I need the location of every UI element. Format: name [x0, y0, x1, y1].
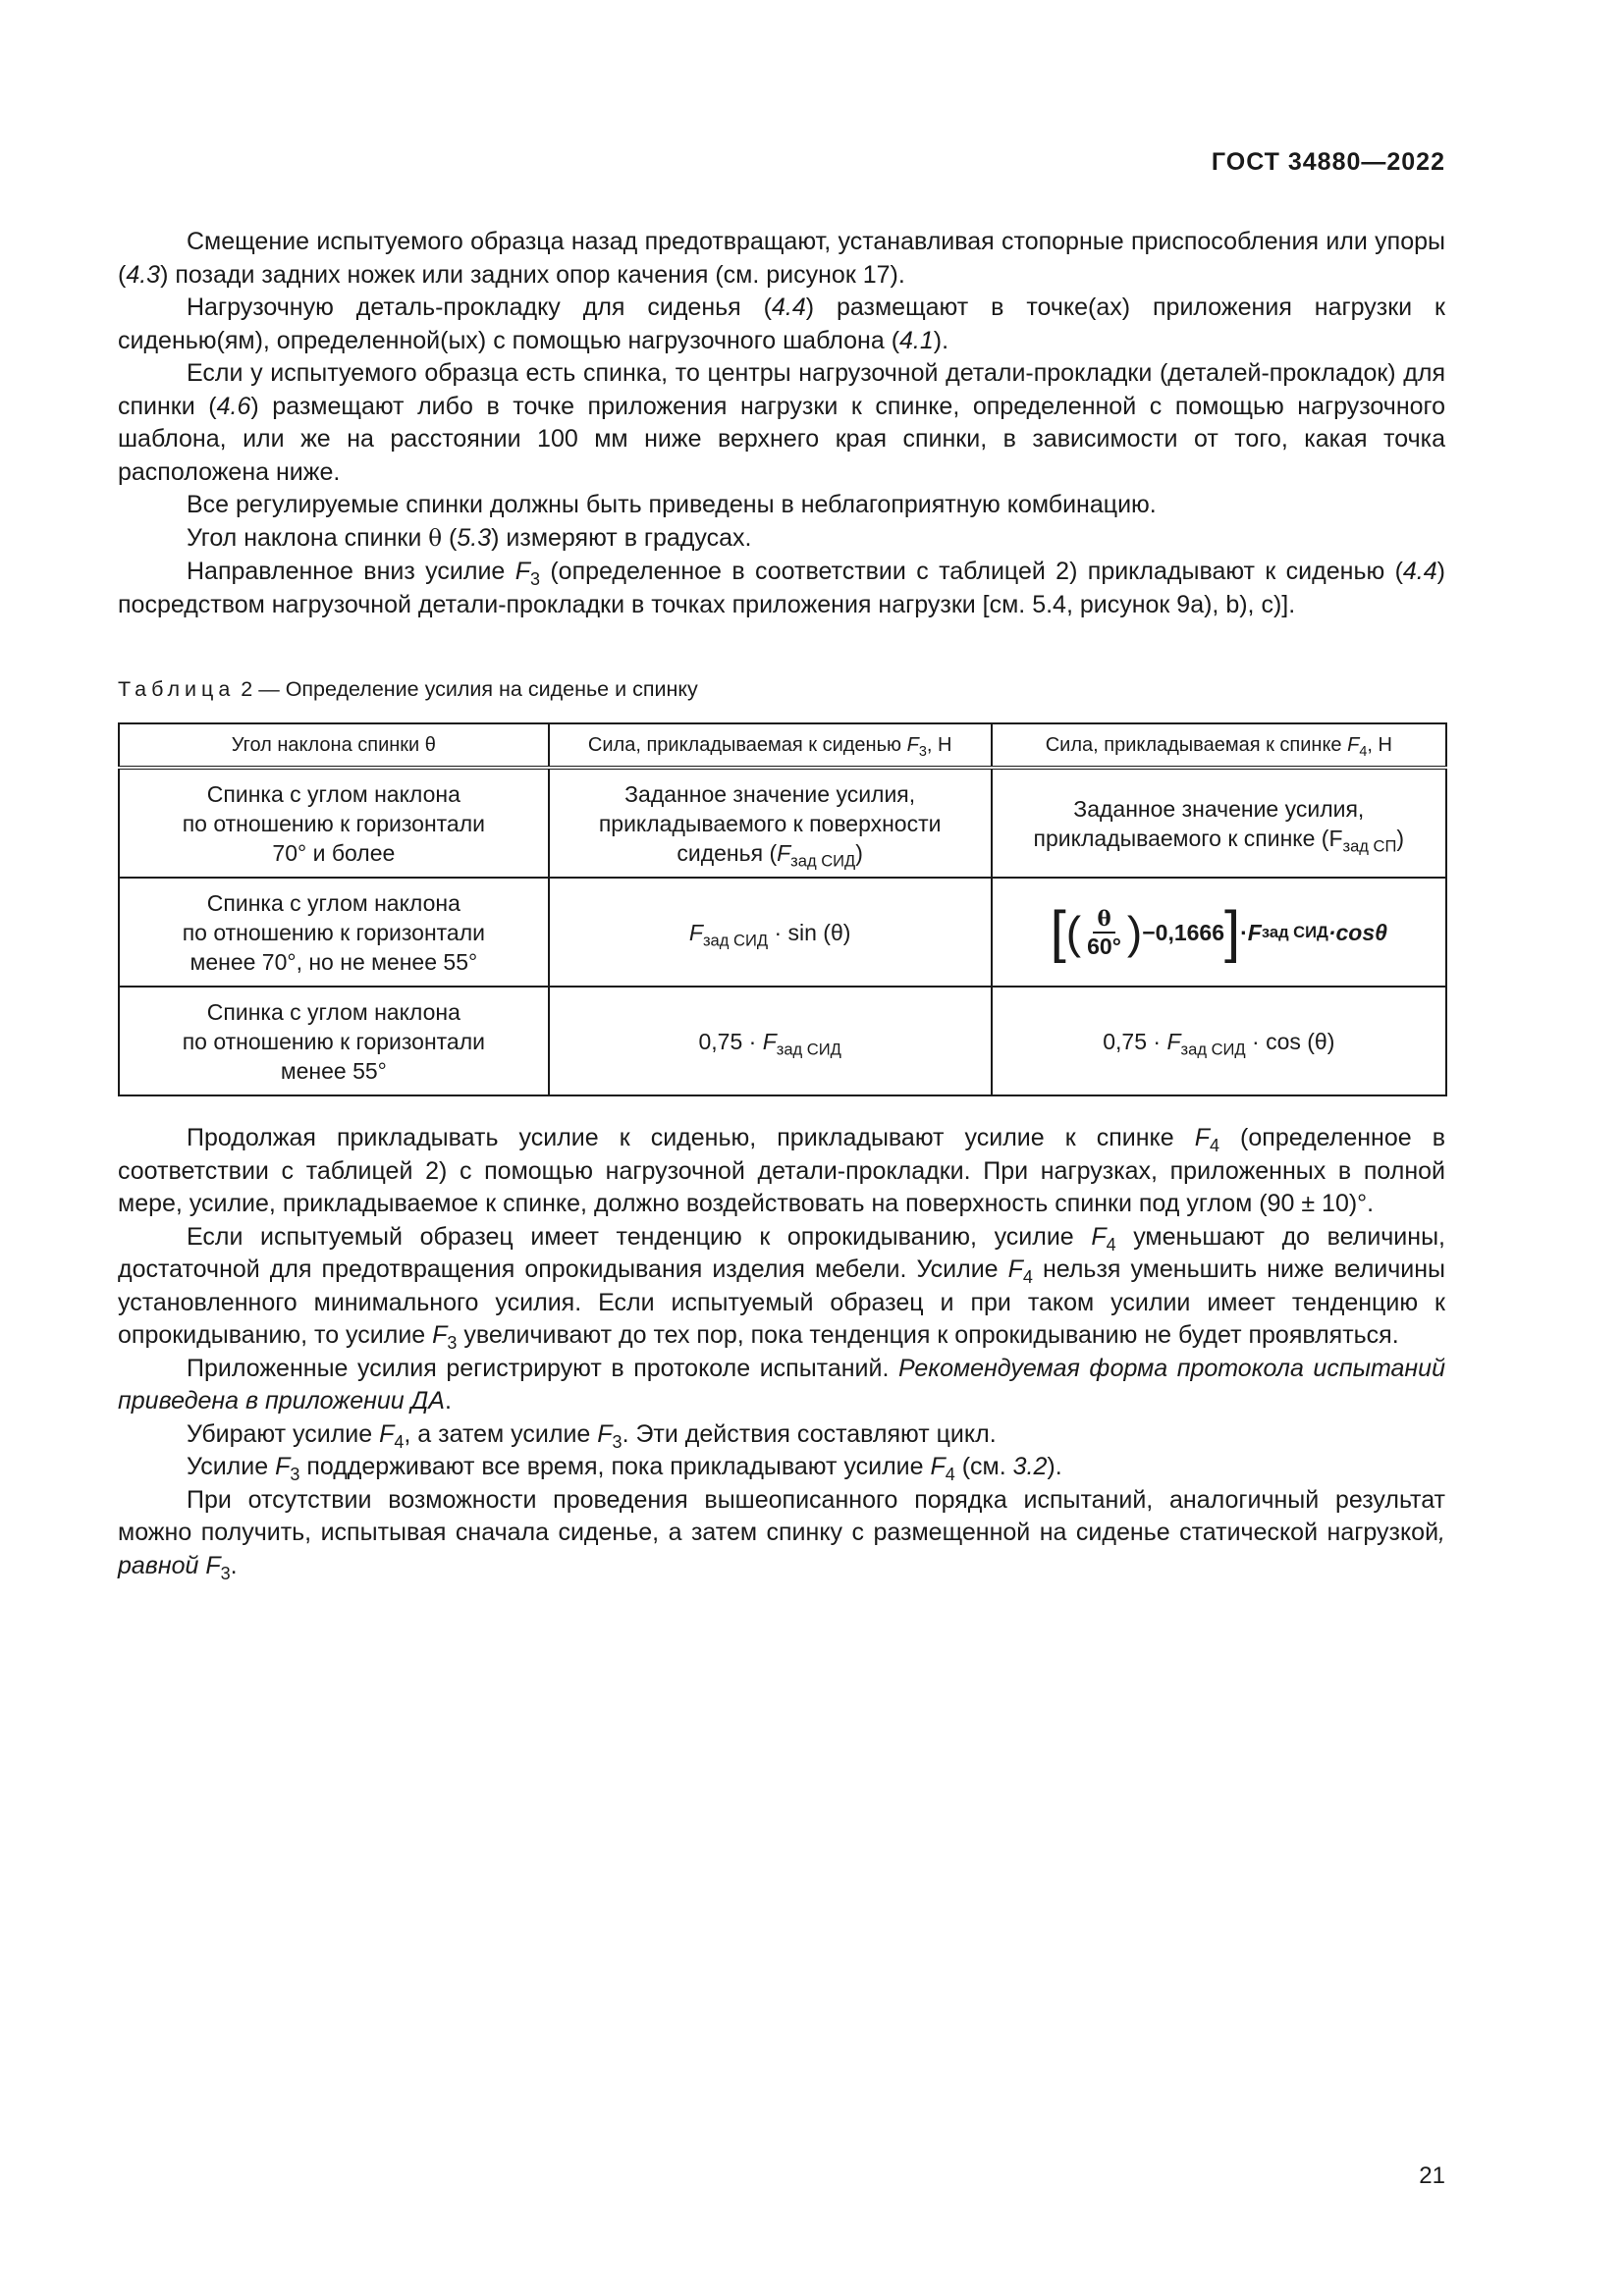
force-subscript: зад СИД	[702, 931, 769, 950]
force-symbol: F	[275, 1453, 291, 1480]
paragraph: Все регулируемые спинки должны быть приведены в неблагоприятную комбинацию.	[187, 491, 1157, 518]
table-header-row	[119, 723, 1446, 768]
cell-back-force	[992, 768, 1446, 878]
force-symbol: F	[930, 1453, 946, 1480]
force-symbol: F	[906, 734, 919, 756]
cell-text: Спинка с углом наклона	[206, 889, 460, 916]
cell-angle	[119, 987, 549, 1095]
fraction-denominator: 60°	[1087, 933, 1121, 959]
force-subscript: 4	[394, 1431, 405, 1452]
paragraph	[118, 357, 1445, 489]
paragraph	[118, 292, 1445, 357]
document-header: ГОСТ 34880—2022	[1211, 148, 1445, 176]
force-symbol: F	[688, 919, 703, 945]
force-subscript: 3	[529, 569, 540, 589]
bracket-close: ]	[1224, 899, 1241, 964]
cell-seat-force	[549, 768, 992, 878]
paragraph-text: Усилие	[187, 1453, 276, 1480]
force-symbol: F	[1091, 1222, 1107, 1251]
cell-text: по отношению к горизонтали	[182, 1028, 485, 1054]
cell-text: Заданное значение усилия,	[1073, 795, 1365, 822]
force-symbol: F	[1166, 1028, 1181, 1054]
cell-text: сиденья (	[677, 839, 778, 866]
cell-seat-force	[549, 878, 992, 987]
paragraph-text: Нагрузочную деталь-прокладку для сиденья (	[187, 294, 772, 321]
force-subscript: 3	[447, 1333, 458, 1353]
paragraph-text: (	[442, 523, 458, 552]
cell-text: 0,75 ·	[698, 1028, 763, 1054]
paragraph	[118, 1484, 1445, 1583]
paragraph-text: При отсутствии возможности проведения вышеописанного порядка испытаний, аналогичный результат можно получить, испытывая сначала сиденье, а затем спинку с размещенной на сиденье статической нагрузкой	[118, 1485, 1445, 1546]
paragraph	[118, 556, 1445, 621]
paragraph-text: Если у испытуемого образца есть спинка, то центры нагрузочной детали-прокладки (деталей-прокладок) для спинки (	[118, 359, 1445, 420]
paragraph-text: .	[444, 1387, 452, 1415]
paragraph-text: увеличивают до тех пор, пока тенденция к опрокидыванию не будет проявляться.	[457, 1321, 1399, 1349]
clause-reference: 4.4	[771, 294, 806, 321]
paragraph-text: уменьшают до величины, достаточной для предотвращения опрокидывания изделия мебели. Усилие	[118, 1222, 1445, 1283]
force-symbol: F	[1347, 734, 1360, 756]
header-text: Сила, прикладываемая к сиденью	[587, 734, 907, 756]
paragraph	[118, 1451, 1445, 1484]
header-angle: Угол наклона спинки θ	[119, 723, 549, 768]
paragraph	[118, 1122, 1445, 1221]
clause-reference: 4.3	[126, 260, 161, 289]
header-text: , Н	[1367, 734, 1392, 756]
paragraph-text: (см.	[954, 1453, 1013, 1480]
header-text: , Н	[926, 734, 952, 756]
cell-text: менее 70°, но не менее 55°	[189, 948, 478, 975]
formula-cosine: ·cosθ	[1327, 919, 1387, 945]
cell-text: Заданное значение усилия,	[624, 780, 916, 807]
force-subscript: 3	[220, 1563, 231, 1583]
table-row	[119, 987, 1446, 1095]
force-definition-table	[118, 722, 1447, 1096]
page-number: 21	[1419, 2163, 1445, 2189]
force-subscript: 4	[945, 1465, 955, 1484]
force-subscript: зад СИД	[790, 851, 856, 871]
paragraph-text: Убирают усилие	[187, 1419, 380, 1448]
header-text: Сила, прикладываемая к спинке	[1045, 734, 1348, 756]
paragraph-text: Приложенные усилия регистрируют в протоколе испытаний.	[187, 1354, 898, 1382]
paragraph	[118, 1418, 1445, 1452]
fraction	[1083, 906, 1125, 959]
table-caption	[118, 677, 698, 702]
force-subscript: зад СИД	[776, 1040, 841, 1059]
cell-text: )	[855, 839, 863, 866]
paragraph-text: ) измеряют в градусах.	[491, 523, 752, 552]
paragraph-text: нельзя уменьшить ниже величины установленного минимального усилия. Если испытуемый образец и при таком усилии имеет тенденцию к опрокидыванию, то усилие	[118, 1255, 1446, 1349]
force-subscript: 4	[1106, 1234, 1116, 1255]
cell-text: Спинка с углом наклона	[206, 998, 460, 1025]
paragraph	[118, 226, 1445, 292]
paragraph-text: ) посредством нагрузочной детали-прокладки в точках приложения нагрузки [см. 5.4, рисунок 9а), b), с)].	[118, 558, 1445, 618]
force-subscript: 3	[918, 744, 927, 760]
force-symbol: F	[762, 1028, 777, 1054]
paragraph-text: .	[230, 1551, 238, 1579]
force-symbol: F	[1007, 1255, 1023, 1283]
force-subscript: зад СП	[1342, 836, 1397, 856]
paragraph-text: Продолжая прикладывать усилие к сиденью, прикладывают усилие к спинке	[187, 1124, 1195, 1151]
paren-open: (	[1065, 906, 1082, 958]
force-subscript: 4	[1022, 1267, 1033, 1287]
paragraph-text: ).	[1047, 1453, 1062, 1480]
paragraph	[118, 1221, 1445, 1353]
paragraph-text: ) позади задних ножек или задних опор качения (см. рисунок 17).	[160, 260, 905, 289]
cell-text: по отношению к горизонтали	[182, 919, 485, 945]
paren-close: )	[1126, 906, 1143, 958]
clause-reference: 4.1	[899, 326, 934, 354]
cell-text: · sin (θ)	[768, 919, 851, 945]
force-subscript: 4	[1209, 1136, 1219, 1155]
paragraph-text: Если испытуемый образец имеет тенденцию к опрокидыванию, усилие	[187, 1222, 1092, 1251]
paragraph-text: Направленное вниз усилие	[187, 558, 515, 585]
formula-constant: −0,1666	[1142, 919, 1224, 945]
header-seat-force	[549, 723, 992, 768]
text-block-lower	[118, 1122, 1445, 1582]
cell-angle	[119, 878, 549, 987]
paragraph-text: ) размещают в точке(ах) приложения нагрузки к сиденью(ям), определенной(ых) с помощью нагрузочного шаблона (	[118, 294, 1445, 354]
cell-text: прикладываемого к спинке (F	[1033, 825, 1343, 851]
force-symbol: F	[432, 1321, 448, 1349]
annex-reference: Рекомендуемая форма протокола испытаний приведена в приложении ДА	[118, 1354, 1445, 1415]
force-symbol: F	[1247, 919, 1262, 945]
cell-back-force-formula	[992, 878, 1446, 987]
paragraph	[118, 1353, 1445, 1418]
force-symbol: F	[379, 1419, 395, 1448]
paragraph-text-italic: , равной	[118, 1519, 1445, 1579]
table-caption-label: Таблица	[118, 677, 236, 701]
clause-reference: 4.6	[216, 392, 251, 420]
force-subscript: зад СИД	[1180, 1040, 1246, 1059]
paragraph-text: (определенное в соответствии с таблицей 2) прикладывают к сиденью (	[539, 558, 1403, 585]
back-force-formula: [ ( $\frac{\theta}{60^\circ}$ ) −0,1666 ] · F зад СИД ·cosθ	[1050, 899, 1387, 964]
cell-text: 70° и более	[272, 839, 396, 866]
force-subscript: 3	[612, 1431, 623, 1452]
clause-reference: 5.3	[457, 523, 492, 552]
cell-text: менее 55°	[280, 1057, 387, 1084]
table-row	[119, 878, 1446, 987]
table-caption-title: 2 — Определение усилия на сиденье и спинку	[235, 677, 698, 701]
cell-angle	[119, 768, 549, 878]
paragraph-text: ).	[933, 326, 949, 354]
cell-back-force	[992, 987, 1446, 1095]
paragraph-text: поддерживают все время, пока прикладывают усилие	[299, 1453, 931, 1480]
paragraph-text: (определенное в соответствии с таблицей 2) с помощью нагрузочной детали-прокладки. При нагрузках, приложенных в полной мере, усилие, прикладываемое к спинке, должно воздействовать на поверхность спинки под углом (90 ± 10)°.	[118, 1124, 1445, 1217]
bracket-open: [	[1050, 899, 1066, 964]
force-symbol: F	[597, 1419, 613, 1448]
cell-seat-force	[549, 987, 992, 1095]
theta-symbol: θ	[428, 525, 443, 552]
paragraph-text: . Эти действия составляют цикл.	[622, 1419, 997, 1448]
text-block-upper	[118, 226, 1445, 621]
header-back-force	[992, 723, 1446, 768]
force-symbol: F	[205, 1551, 221, 1579]
cell-text: · cos (θ)	[1245, 1028, 1335, 1054]
clause-reference: 4.4	[1402, 558, 1437, 585]
formula-dot: ·	[1240, 919, 1248, 945]
force-symbol: F	[777, 839, 791, 866]
cell-text: 0,75 ·	[1103, 1028, 1167, 1054]
table-row	[119, 768, 1446, 878]
paragraph-text: ) размещают либо в точке приложения нагрузки к спинке, определенной с помощью нагрузочного шаблона, или же на расстоянии 100 мм ниже верхнего края спинки, в зависимости от того, какая точка расположена ниже.	[118, 392, 1445, 486]
cell-text: прикладываемого к поверхности	[598, 810, 942, 836]
cell-text: )	[1396, 825, 1405, 851]
clause-reference: 3.2	[1012, 1453, 1048, 1480]
paragraph-text: Смещение испытуемого образца назад предотвращают, устанавливая стопорные приспособления или упоры (	[118, 228, 1445, 289]
paragraph-text: Угол наклона спинки	[187, 523, 429, 552]
paragraph	[118, 522, 1445, 557]
paragraph-text: , а затем усилие	[404, 1419, 598, 1448]
cell-text: по отношению к горизонтали	[182, 810, 485, 836]
fraction-numerator: θ	[1093, 906, 1114, 934]
cell-text: Спинка с углом наклона	[206, 780, 460, 807]
force-subscript: 3	[290, 1465, 300, 1484]
force-subscript: 4	[1359, 744, 1368, 760]
force-symbol: F	[1194, 1124, 1210, 1151]
force-symbol: F	[514, 558, 530, 585]
